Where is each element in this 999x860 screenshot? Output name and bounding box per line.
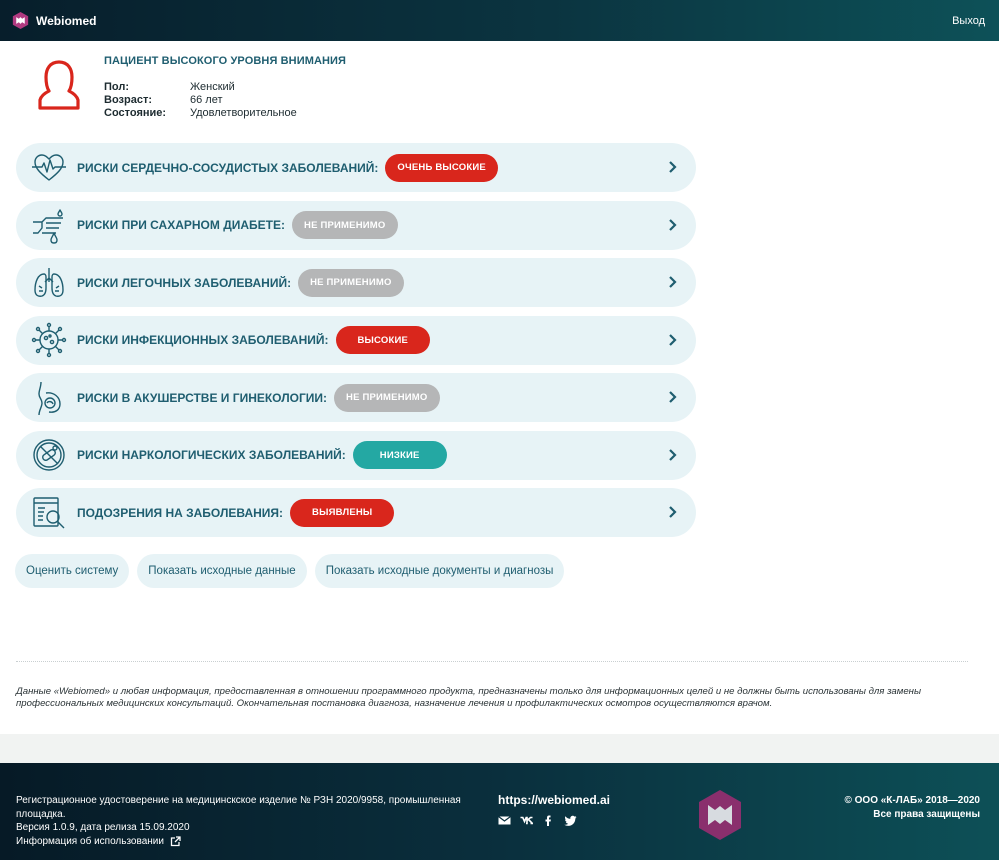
copyright-text: © ООО «К-ЛАБ» 2018—2020 (844, 795, 980, 806)
risk-badge-not-applicable: НЕ ПРИМЕНИМО (298, 269, 403, 297)
top-bar (0, 0, 999, 41)
footer (0, 763, 999, 860)
virus-icon (30, 321, 68, 359)
twitter-icon[interactable] (564, 814, 577, 827)
risk-diabetes[interactable] (16, 201, 696, 250)
sex-value: Женский (190, 81, 235, 93)
action-buttons (15, 554, 564, 588)
risk-badge-high: ВЫСОКИЕ (336, 326, 431, 354)
female-patient-icon (36, 59, 82, 111)
patient-condition-row (104, 107, 346, 120)
age-value: 66 лет (190, 94, 223, 106)
condition-label: Состояние: (104, 107, 167, 119)
age-label: Возраст: (104, 94, 152, 106)
risk-label: РИСКИ НАРКОЛОГИЧЕСКИХ ЗАБОЛЕВАНИЙ: (77, 448, 346, 462)
disclaimer-text: Данные «Webiomed» и любая информация, предоставленная в отношении программного продукта, предназначены только для информационных целей и не должны быть использованы для замены профессиональных медицинских консультаций. Окончательная постановка диагноза, назначение лечения и профилактических осмотров осуществляются врачом. (16, 686, 922, 709)
risk-label: РИСКИ СЕРДЕЧНО-СОСУДИСТЫХ ЗАБОЛЕВАНИЙ: (77, 160, 379, 175)
show-source-data-button[interactable]: Показать исходные данные (137, 554, 306, 588)
chevron-right-icon[interactable] (668, 447, 678, 463)
risk-label: РИСКИ ИНФЕКЦИОННЫХ ЗАБОЛЕВАНИЙ: (77, 333, 329, 347)
logout-link[interactable]: Выход (952, 14, 985, 27)
website-link[interactable]: https://webiomed.ai (498, 793, 611, 807)
brand[interactable] (12, 12, 96, 29)
risk-infectious[interactable] (16, 316, 696, 365)
external-link-icon (170, 836, 181, 847)
risk-badge-not-applicable: НЕ ПРИМЕНИМО (292, 211, 397, 239)
footer-copyright (844, 794, 980, 821)
registration-line-1: Регистрационное удостоверение на медицинскское изделие № РЗН 2020/9958, промышленная (16, 795, 461, 806)
chevron-right-icon[interactable] (668, 389, 678, 405)
facebook-icon[interactable] (542, 814, 555, 827)
rate-system-button[interactable]: Оценить систему (15, 554, 129, 588)
chevron-right-icon[interactable] (668, 217, 678, 233)
heart-pulse-icon (30, 149, 68, 187)
patient-card (36, 55, 346, 120)
pregnancy-icon (30, 379, 68, 417)
footer-links (498, 793, 610, 827)
chevron-right-icon[interactable] (668, 274, 678, 290)
divider (16, 661, 968, 662)
chevron-right-icon[interactable] (668, 332, 678, 348)
main-content (0, 41, 999, 734)
patient-age-row (104, 94, 346, 107)
vk-icon[interactable] (520, 814, 533, 827)
chevron-right-icon[interactable] (668, 504, 678, 520)
brand-name: Webiomed (36, 13, 97, 28)
rights-text: Все права защищены (873, 808, 980, 820)
risk-label: РИСКИ ПРИ САХАРНОМ ДИАБЕТЕ: (77, 218, 286, 232)
risk-label: РИСКИ ЛЕГОЧНЫХ ЗАБОЛЕВАНИЙ: (77, 275, 292, 290)
patient-status-title: ПАЦИЕНТ ВЫСОКОГО УРОВНЯ ВНИМАНИЯ (104, 55, 347, 67)
usage-info-link[interactable] (16, 835, 181, 849)
email-icon[interactable] (498, 814, 511, 827)
risk-cardiovascular[interactable] (16, 143, 696, 192)
show-source-documents-button[interactable]: Показать исходные документы и диагнозы (315, 554, 565, 588)
version-text: Версия 1.0.9, дата релиза 15.09.2020 (16, 822, 190, 833)
risk-label: РИСКИ В АКУШЕРСТВЕ И ГИНЕКОЛОГИИ: (77, 390, 328, 405)
webiomed-footer-logo-icon (697, 789, 743, 841)
condition-value: Удовлетворительное (190, 107, 297, 119)
risk-pulmonary[interactable] (16, 258, 696, 307)
lungs-icon (30, 264, 68, 302)
hand-drop-icon (30, 206, 68, 244)
chevron-right-icon[interactable] (668, 159, 678, 175)
risk-label: ПОДОЗРЕНИЯ НА ЗАБОЛЕВАНИЯ: (77, 505, 284, 520)
webiomed-logo-icon (12, 12, 29, 29)
risk-suspected-diseases[interactable] (16, 488, 696, 537)
patient-sex-row (104, 81, 346, 94)
risk-list (16, 143, 696, 546)
risk-badge-low: НИЗКИЕ (353, 441, 447, 469)
risk-badge-detected: ВЫЯВЛЕНЫ (290, 499, 394, 527)
risk-badge-not-applicable: НЕ ПРИМЕНИМО (334, 384, 439, 412)
footer-registration (16, 794, 486, 848)
social-links (498, 814, 610, 827)
risk-narcological[interactable] (16, 431, 696, 480)
document-search-icon (30, 494, 68, 532)
usage-info-label: Информация об использовании (16, 835, 164, 847)
no-pills-icon (30, 436, 68, 474)
risk-obstetrics[interactable] (16, 373, 696, 422)
risk-badge-very-high: ОЧЕНЬ ВЫСОКИЕ (385, 154, 497, 182)
registration-line-2: площадка. (16, 808, 66, 820)
sex-label: Пол: (104, 81, 130, 93)
